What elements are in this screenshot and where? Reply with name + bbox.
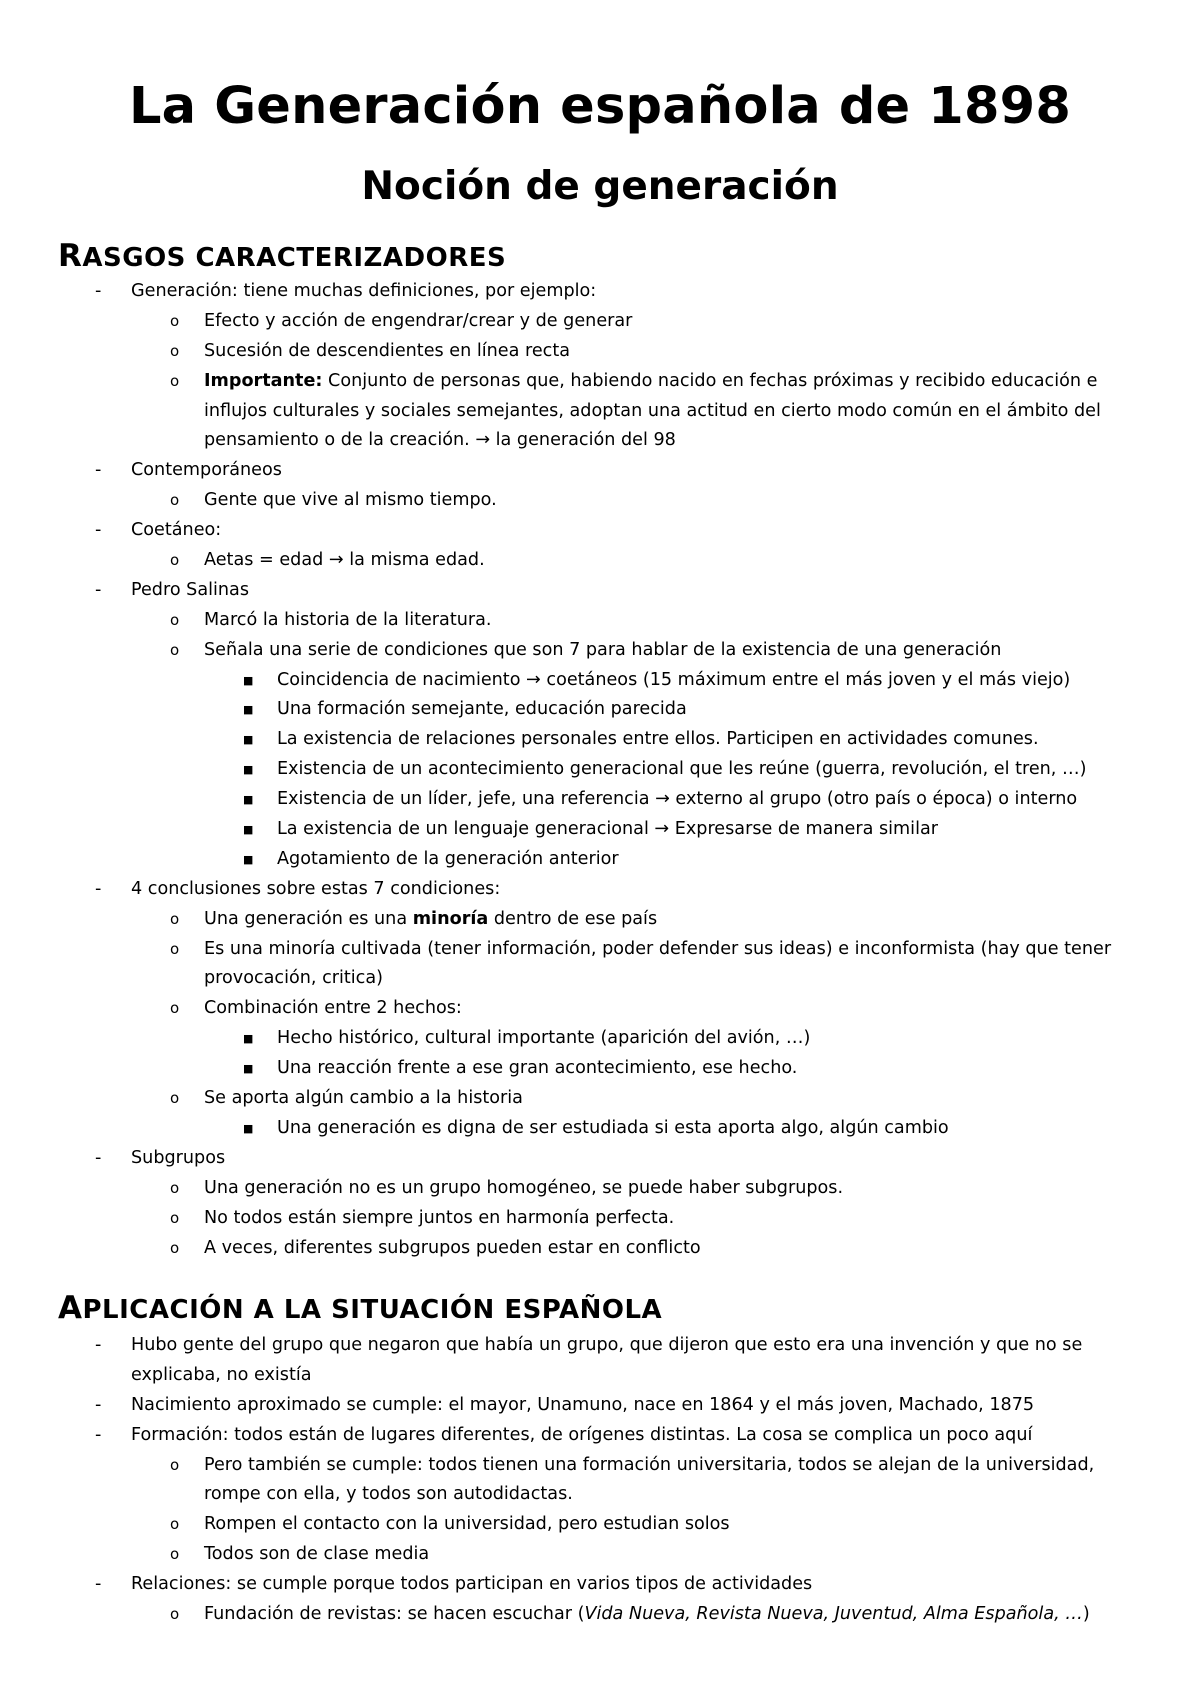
- text-run: Contemporáneos: [131, 460, 282, 481]
- list-item: [0, 1421, 1200, 1451]
- list-item: [0, 1114, 1200, 1144]
- list-bullet: ■: [243, 733, 254, 747]
- list-bullet: o: [170, 939, 180, 958]
- list-item-text: [204, 1084, 523, 1114]
- list-item-text: [131, 1331, 1082, 1361]
- text-run: Es una minoría cultivada (tener información, poder defender sus ideas) e inconformista (hay que tener: [204, 938, 1112, 959]
- list-item-continuation: [0, 397, 1200, 427]
- list-bullet: o: [170, 1178, 180, 1197]
- list-item-text: [277, 785, 1077, 815]
- list-bullet: o: [170, 1455, 180, 1474]
- text-run: Gente que vive al mismo tiempo.: [204, 490, 497, 511]
- list-item: [0, 1391, 1200, 1421]
- text-run: La existencia de un lenguaje generacional → Expresarse de manera similar: [277, 819, 938, 840]
- text-run: Rompen el contacto con la universidad, pero estudian solos: [204, 1514, 730, 1535]
- list-item-text: [277, 725, 1039, 755]
- list-item-text: [204, 1540, 429, 1570]
- list-item-text: [204, 935, 1111, 965]
- list-bullet: ■: [243, 1032, 254, 1046]
- list-item-continuation: [0, 964, 1200, 994]
- list-item-text: [204, 1174, 843, 1204]
- text-run: La existencia de relaciones personales entre ellos. Participen en actividades comunes.: [277, 729, 1039, 750]
- list-item-text: [277, 1024, 810, 1054]
- text-run: Relaciones: se cumple porque todos participan en varios tipos de actividades: [131, 1574, 813, 1595]
- list-bullet: -: [95, 460, 102, 481]
- list-bullet: ■: [243, 763, 254, 777]
- text-run: Agotamiento de la generación anterior: [277, 848, 619, 869]
- list-item: [0, 935, 1200, 965]
- list-item-text: [277, 815, 938, 845]
- text-run: Coincidencia de nacimiento → coetáneos (15 máximum entre el más joven y el más viejo): [277, 669, 1071, 690]
- text-run: ): [1082, 1604, 1090, 1625]
- list-item: [0, 785, 1200, 815]
- text-run: Conjunto de personas que, habiendo nacido en fechas próximas y recibido educación e: [322, 370, 1098, 391]
- section-list-aplicacion: [0, 1331, 1200, 1630]
- text-run: Señala una serie de condiciones que son 7 para hablar de la existencia de una generación: [204, 639, 1002, 660]
- list-item-text: [204, 1510, 730, 1540]
- text-run: Se aporta algún cambio a la historia: [204, 1088, 523, 1109]
- list-item: [0, 1540, 1200, 1570]
- list-item: [0, 307, 1200, 337]
- list-item: [0, 1084, 1200, 1114]
- list-item-text: [131, 516, 221, 546]
- list-item: [0, 337, 1200, 367]
- list-item: [0, 277, 1200, 307]
- list-bullet: -: [95, 281, 102, 301]
- list-bullet: o: [170, 491, 180, 510]
- text-run: Pedro Salinas: [131, 579, 250, 600]
- list-item-text: [131, 875, 500, 905]
- list-item-text: [131, 1361, 312, 1391]
- bold-word: minoría: [412, 908, 489, 929]
- list-item-text: [131, 277, 596, 307]
- list-item-text: [204, 964, 383, 994]
- list-item-text: [131, 1391, 1034, 1421]
- list-item-text: [204, 905, 657, 935]
- list-item-text: [277, 845, 619, 875]
- list-item-text: [131, 456, 282, 486]
- list-item-text: [277, 695, 687, 725]
- list-item-text: [204, 1451, 1094, 1481]
- list-item: [0, 695, 1200, 725]
- list-item: [0, 546, 1200, 576]
- list-item-text: [204, 426, 676, 456]
- text-run: Hecho histórico, cultural importante (aparición del avión, …): [277, 1028, 811, 1049]
- list-item-continuation: [0, 1480, 1200, 1510]
- list-item: [0, 1570, 1200, 1600]
- list-bullet: ■: [243, 793, 254, 807]
- list-item-text: [204, 1600, 1090, 1630]
- text-run: A veces, diferentes subgrupos pueden estar en conflicto: [204, 1237, 701, 1258]
- list-item: [0, 755, 1200, 785]
- list-bullet: -: [95, 1147, 102, 1168]
- list-item: [0, 815, 1200, 845]
- italic-titles: Vida Nueva, Revista Nueva, Juventud, Alma Española, …: [584, 1604, 1083, 1625]
- list-bullet: -: [95, 1394, 102, 1415]
- list-bullet: -: [95, 878, 102, 899]
- text-run: Todos son de clase media: [204, 1544, 430, 1565]
- section-heading-rest: ASGOS CARACTERIZADORES: [82, 243, 507, 273]
- list-bullet: o: [170, 999, 180, 1018]
- text-run: Hubo gente del grupo que negaron que había un grupo, que dijeron que esto era una invención y que no se: [131, 1335, 1083, 1355]
- section-heading-rest: PLICACIÓN A LA SITUACIÓN ESPAÑOLA: [82, 1295, 663, 1325]
- list-item-text: [277, 666, 1070, 696]
- list-bullet: o: [170, 341, 180, 360]
- text-run: Existencia de un líder, jefe, una referencia → externo al grupo (otro país o época) o interno: [277, 789, 1078, 810]
- list-item: [0, 576, 1200, 606]
- text-run: Una generación no es un grupo homogéneo, se puede haber subgrupos.: [204, 1177, 844, 1198]
- section-heading-initial: A: [58, 1290, 83, 1326]
- document-subtitle: Noción de generación: [361, 164, 839, 209]
- text-run: Una reacción frente a ese gran acontecimiento, ese hecho.: [277, 1058, 798, 1079]
- list-item-text: [204, 397, 1101, 427]
- list-bullet: -: [95, 1424, 102, 1445]
- list-bullet: ■: [243, 823, 254, 837]
- text-run: Nacimiento aproximado se cumple: el mayor, Unamuno, nace en 1864 y el más joven, Machado, 1875: [131, 1394, 1035, 1415]
- text-run: rompe con ella, y todos son autodidactas.: [204, 1484, 573, 1505]
- section-heading-aplicacion: [58, 1290, 662, 1326]
- list-bullet: o: [170, 1605, 180, 1624]
- list-item: [0, 486, 1200, 516]
- list-item-text: [204, 367, 1097, 397]
- list-item-text: [204, 486, 497, 516]
- list-item: [0, 606, 1200, 636]
- list-bullet: -: [95, 520, 102, 541]
- document-title: La Generación española de 1898: [128, 77, 1072, 136]
- bold-label: Importante:: [204, 370, 323, 391]
- list-item: [0, 636, 1200, 666]
- list-bullet: o: [170, 1545, 180, 1564]
- list-item-text: [131, 576, 249, 606]
- list-item-text: [277, 755, 1086, 785]
- list-bullet: ■: [243, 1121, 254, 1135]
- list-item: [0, 456, 1200, 486]
- text-run: provocación, critica): [204, 968, 383, 989]
- text-run: Una generación es una: [204, 908, 413, 929]
- list-item: [0, 994, 1200, 1024]
- list-bullet: o: [170, 1515, 180, 1534]
- list-bullet: o: [170, 1238, 180, 1257]
- text-run: explicaba, no existía: [131, 1364, 312, 1385]
- list-item-text: [204, 546, 485, 576]
- list-bullet: o: [170, 640, 180, 659]
- text-run: 4 conclusiones sobre estas 7 condiciones:: [131, 878, 501, 899]
- list-bullet: o: [170, 311, 180, 330]
- text-run: Coetáneo:: [131, 520, 222, 541]
- text-run: Marcó la historia de la literatura.: [204, 609, 492, 630]
- list-bullet: o: [170, 1089, 180, 1108]
- list-item: [0, 1024, 1200, 1054]
- list-item-text: [204, 307, 632, 337]
- section-heading-rasgos: [58, 238, 506, 274]
- text-run: influjos culturales y sociales semejantes, adoptan una actitud en cierto modo común en el ámbito del: [204, 400, 1101, 421]
- list-item: [0, 725, 1200, 755]
- list-item-continuation: [0, 1361, 1200, 1391]
- list-item: [0, 845, 1200, 875]
- list-bullet: o: [170, 551, 180, 570]
- list-item-continuation: [0, 426, 1200, 456]
- list-bullet: ■: [243, 673, 254, 687]
- list-item: [0, 1054, 1200, 1084]
- text-run: Generación: tiene muchas definiciones, por ejemplo:: [131, 281, 597, 301]
- list-item: [0, 1600, 1200, 1630]
- list-item-text: [131, 1144, 225, 1174]
- list-item-text: [204, 994, 462, 1024]
- list-item-text: [277, 1114, 949, 1144]
- list-item-text: [204, 1480, 573, 1510]
- text-run: dentro de ese país: [488, 908, 658, 929]
- list-item: [0, 875, 1200, 905]
- list-item: [0, 666, 1200, 696]
- section-list-rasgos: [0, 277, 1200, 1263]
- list-item: [0, 1204, 1200, 1234]
- list-item-text: [204, 1204, 674, 1234]
- list-item: [0, 367, 1200, 397]
- list-item: [0, 1451, 1200, 1481]
- text-run: Sucesión de descendientes en línea recta: [204, 340, 570, 361]
- list-bullet: ■: [243, 1062, 254, 1076]
- list-item-text: [131, 1421, 1032, 1451]
- text-run: Efecto y acción de engendrar/crear y de generar: [204, 310, 633, 331]
- text-run: Una formación semejante, educación parecida: [277, 699, 687, 720]
- list-item: [0, 1331, 1200, 1361]
- text-run: pensamiento o de la creación. → la generación del 98: [204, 430, 676, 451]
- section-heading-initial: R: [58, 238, 83, 274]
- list-item-text: [204, 1234, 701, 1264]
- list-bullet: o: [170, 371, 180, 390]
- list-item: [0, 1234, 1200, 1264]
- list-item-text: [204, 636, 1001, 666]
- list-item-text: [131, 1570, 812, 1600]
- text-run: No todos están siempre juntos en harmonía perfecta.: [204, 1207, 675, 1228]
- text-run: Combinación entre 2 hechos:: [204, 998, 462, 1019]
- text-run: Existencia de un acontecimiento generacional que les reúne (guerra, revolución, el tren, …): [277, 759, 1087, 780]
- list-bullet: o: [170, 1208, 180, 1227]
- list-item-text: [204, 337, 570, 367]
- text-run: Pero también se cumple: todos tienen una formación universitaria, todos se alejan de la universidad,: [204, 1454, 1095, 1475]
- list-bullet: -: [95, 1574, 102, 1595]
- list-bullet: ■: [243, 852, 254, 866]
- list-bullet: -: [95, 1335, 102, 1355]
- list-item-text: [204, 606, 491, 636]
- list-item: [0, 516, 1200, 546]
- list-item-text: [277, 1054, 797, 1084]
- text-run: Formación: todos están de lugares diferentes, de orígenes distintas. La cosa se complica un poco aquí: [131, 1424, 1033, 1445]
- list-item: [0, 905, 1200, 935]
- list-bullet: o: [170, 610, 180, 629]
- text-run: Aetas = edad → la misma edad.: [204, 550, 485, 571]
- list-bullet: ■: [243, 703, 254, 717]
- text-run: Una generación es digna de ser estudiada si esta aporta algo, algún cambio: [277, 1117, 949, 1138]
- list-item: [0, 1174, 1200, 1204]
- list-bullet: o: [170, 909, 180, 928]
- text-run: Fundación de revistas: se hacen escuchar (: [204, 1604, 585, 1625]
- list-item: [0, 1510, 1200, 1540]
- list-item: [0, 1144, 1200, 1174]
- text-run: Subgrupos: [131, 1147, 226, 1168]
- list-bullet: -: [95, 579, 102, 600]
